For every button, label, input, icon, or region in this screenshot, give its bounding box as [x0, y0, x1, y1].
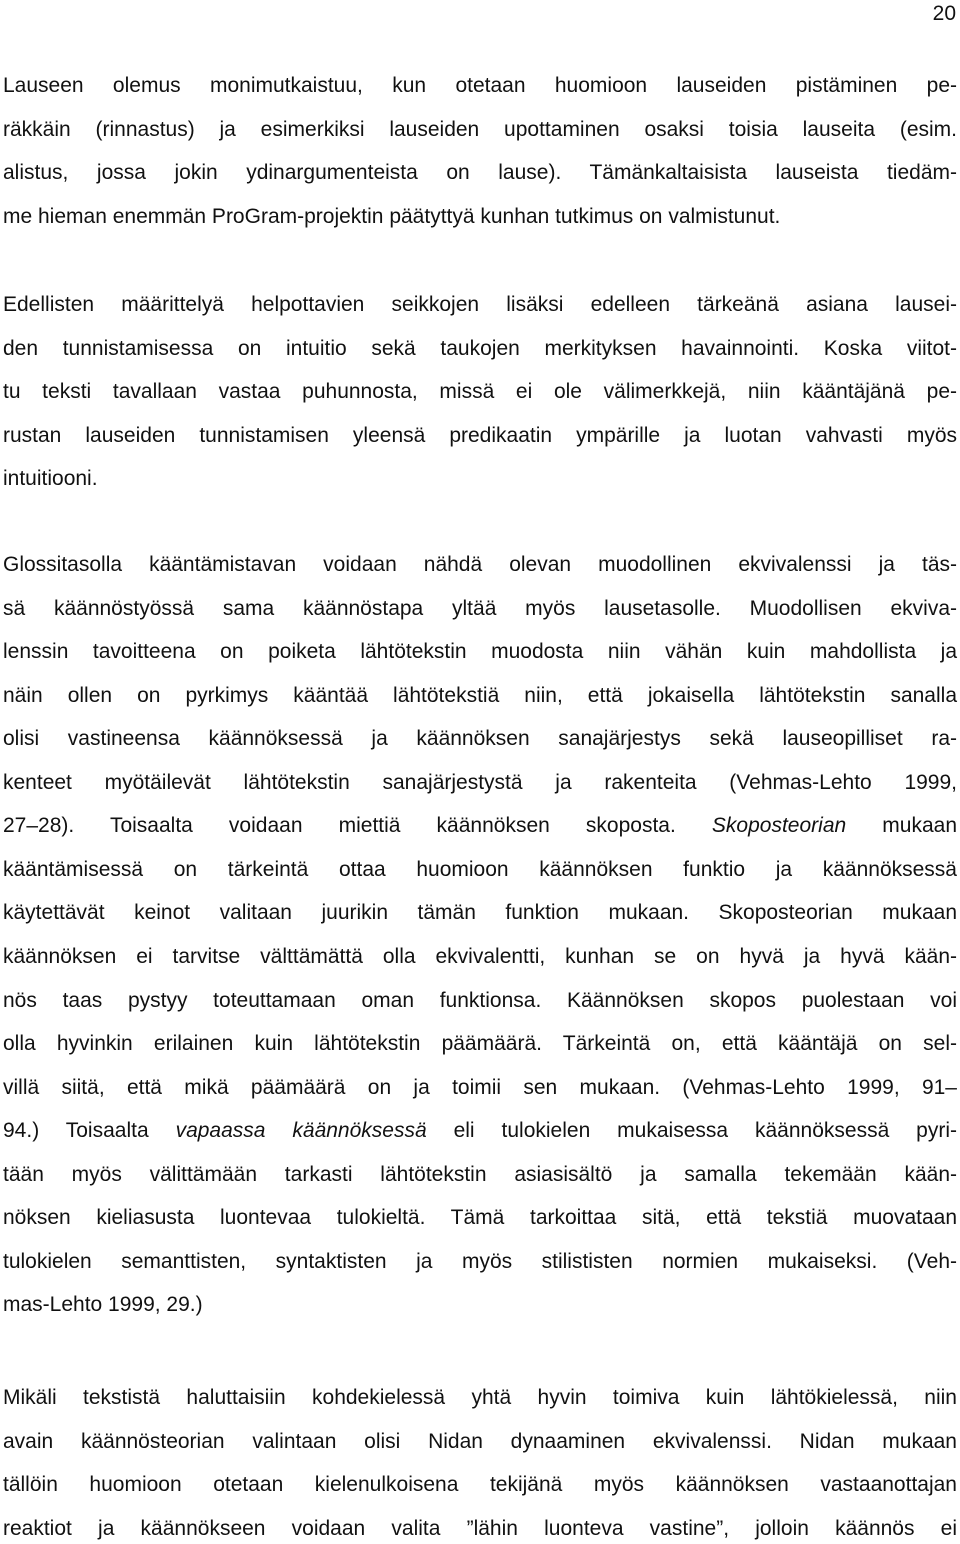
text-line: Edellisten määrittelyä helpottavien seikkojen lisäksi edelleen tärkeänä asiana lausei- [3, 293, 957, 316]
text-line: olisi vastineensa käännöksessä ja käännöksen sanajärjestys sekä lauseopilliset ra- [3, 727, 957, 751]
text-line: kenteet myötäilevät lähtötekstin sanajärjestystä ja rakenteita (Vehmas-Lehto 1999, [3, 770, 957, 794]
text-line: villä siitä, että mikä päämäärä on ja toimii sen mukaan. (Vehmas-Lehto 1999, 91– [3, 1075, 957, 1099]
page-number: 20 [932, 2, 956, 25]
text-line: Mikäli tekstistä haluttaisiin kohdekielessä yhtä hyvin toimiva kuin lähtökielessä, niin [3, 1386, 957, 1409]
text-line: tään myös välittämään tarkasti lähtötekstin asiasisältö ja samalla tekemään kään- [3, 1162, 957, 1186]
text-line [3, 811, 957, 841]
text-line: sä käännöstyössä sama käännöstapa yltää myös lausetasolle. Muodollisen ekviva- [3, 596, 957, 620]
text-segment: 94.) Toisaalta [3, 1119, 176, 1143]
text-line: intuitiooni. [3, 467, 98, 491]
text-line: tällöin huomioon otetaan kielenulkoisena tekijänä myös käännöksen vastaanottajan [3, 1473, 957, 1497]
italic-term: vapaassa käännöksessä [175, 1119, 427, 1143]
text-line: nös taas pystyy toteuttamaan oman funktionsa. Käännöksen skopos puolestaan voi [3, 988, 957, 1012]
text-line: kääntämisessä on tärkeintä ottaa huomioon käännöksen funktio ja käännöksessä [3, 857, 957, 881]
text-line: mas-Lehto 1999, 29.) [3, 1293, 203, 1317]
text-line [3, 1116, 957, 1146]
text-line: avain käännösteorian valintaan olisi Nidan dynaaminen ekvivalenssi. Nidan mukaan [3, 1429, 957, 1453]
text-line: Glossitasolla kääntämistavan voidaan nähdä olevan muodollinen ekvivalenssi ja täs- [3, 553, 957, 576]
text-segment: 27–28). Toisaalta voidaan miettiä käännöksen skoposta. [3, 814, 712, 838]
text-line: olla hyvinkin erilainen kuin lähtötekstin päämäärä. Tärkeintä on, että kääntäjä on sel- [3, 1032, 957, 1056]
text-line: nöksen kieliasusta luontevaa tulokieltä. Tämä tarkoittaa sitä, että tekstiä muovataan [3, 1206, 957, 1230]
text-line: lenssin tavoitteena on poiketa lähtötekstin muodosta niin vähän kuin mahdollista ja [3, 640, 957, 664]
text-line: tu teksti tavallaan vastaa puhunnosta, missä ei ole välimerkkejä, niin kääntäjänä pe- [3, 380, 957, 404]
text-line: räkkäin (rinnastus) ja esimerkiksi lauseiden upottaminen osaksi toisia lauseita (esim. [3, 117, 957, 141]
text-line: tulokielen semanttisten, syntaktisten ja myös stilististen normien mukaiseksi. (Veh- [3, 1249, 957, 1273]
text-line: näin ollen on pyrkimys kääntää lähtötekstiä niin, että jokaisella lähtötekstin sanalla [3, 683, 957, 707]
text-line: me hieman enemmän ProGram-projektin päätyttyä kunhan tutkimus on valmistunut. [3, 204, 781, 228]
text-line: reaktiot ja käännökseen voidaan valita ”lähin luonteva vastine”, jolloin käännös ei [3, 1516, 957, 1540]
text-line: käännöksen ei tarvitse välttämättä olla ekvivalentti, kunhan se on hyvä ja hyvä kään- [3, 944, 957, 968]
text-line: rustan lauseiden tunnistamisen yleensä predikaatin ympärille ja luotan vahvasti myös [3, 423, 957, 447]
italic-term: Skoposteorian [711, 814, 847, 838]
text-segment: mukaan [846, 814, 958, 838]
text-segment: eli tulokielen mukaisessa käännöksessä pyri- [426, 1119, 958, 1143]
text-line: alistus, jossa jokin ydinargumenteista on lause). Tämänkaltaisista lauseista tiedäm- [3, 161, 957, 185]
text-line: den tunnistamisessa on intuitio sekä taukojen merkityksen havainnointi. Koska viitot- [3, 336, 957, 360]
text-line: käytettävät keinot valitaan juurikin tämän funktion mukaan. Skoposteorian mukaan [3, 901, 957, 925]
text-line: Lauseen olemus monimutkaistuu, kun otetaan huomioon lauseiden pistäminen pe- [3, 74, 957, 97]
